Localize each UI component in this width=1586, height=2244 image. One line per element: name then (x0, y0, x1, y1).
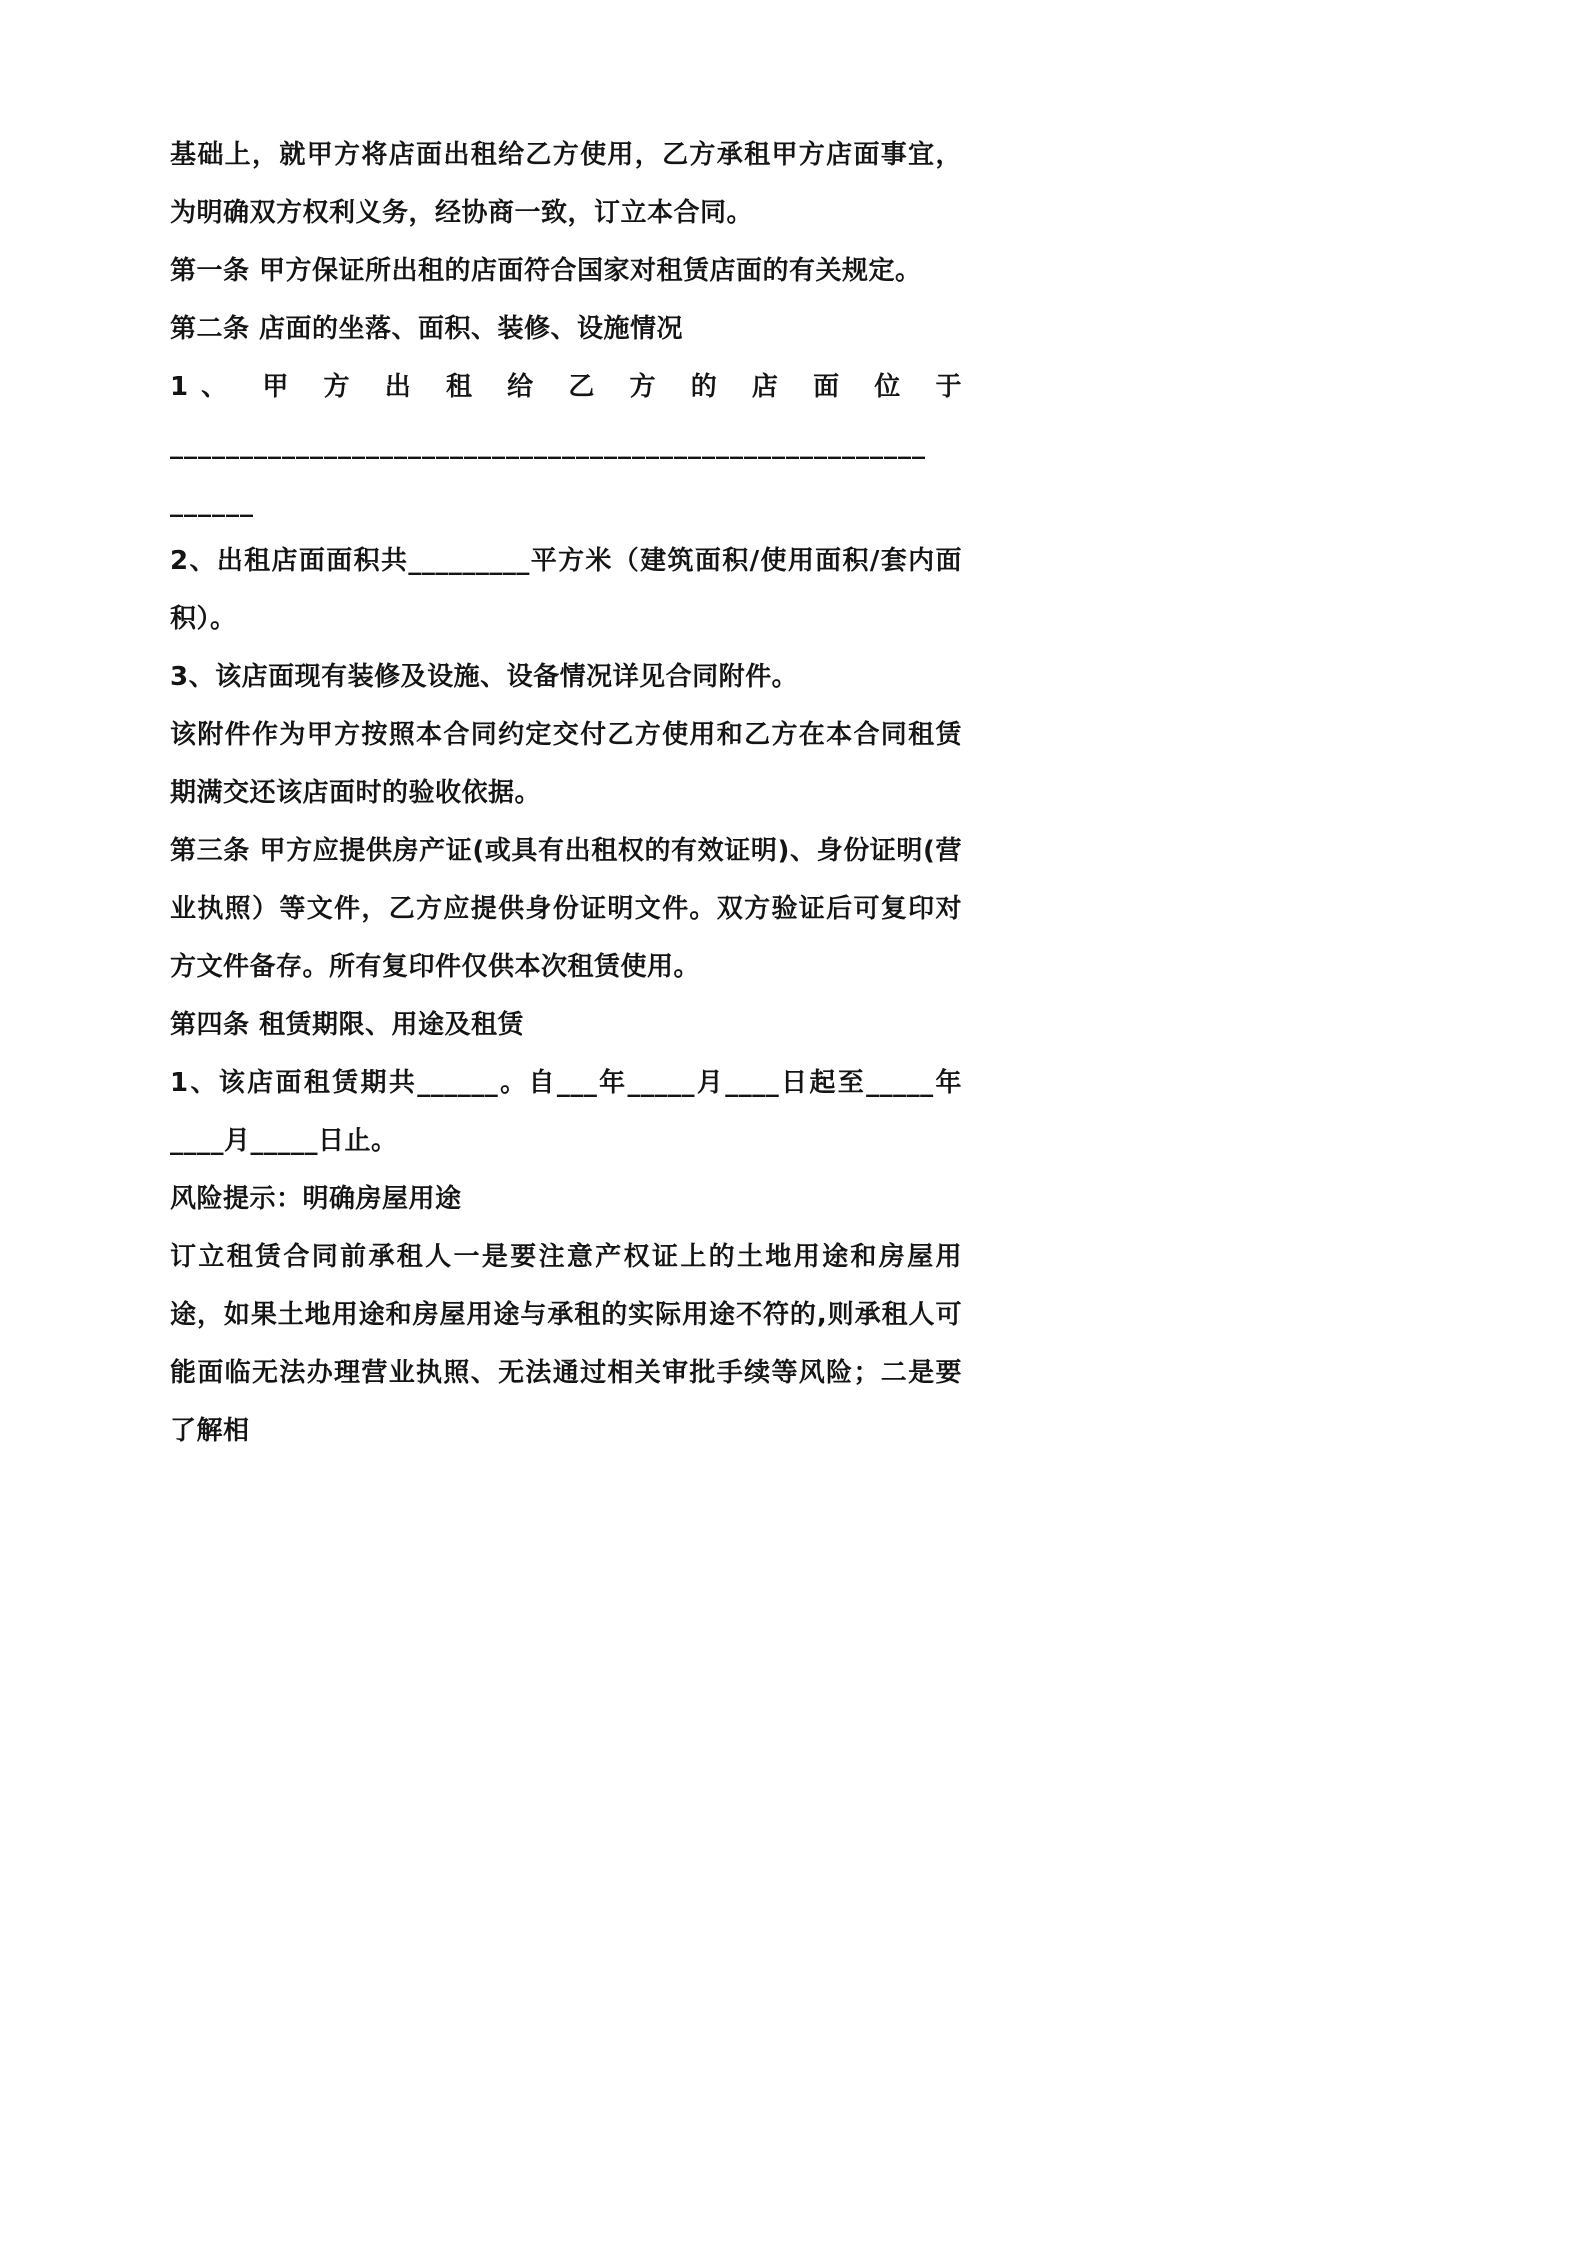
paragraph-clause-2-heading: 第二条 店面的坐落、面积、装修、设施情况 (170, 314, 684, 344)
paragraph-contract-preamble-continued: 基础上，就甲方将店面出租给乙方使用，乙方承租甲方店面事宜，为明确双方权利义务，经协商一致，订立本合同。 (170, 140, 962, 228)
contract-document-page (0, 0, 980, 1460)
paragraph-clause-1: 第一条 甲方保证所出租的店面符合国家对租赁店面的有关规定。 (170, 256, 922, 286)
paragraph-risk-warning-body: 订立租赁合同前承租人一是要注意产权证上的土地用途和房屋用途，如果土地用途和房屋用途与承租的实际用途不符的,则承租人可能面临无法办理营业执照、无法通过相关审批手续等风险；二是要了解相 (170, 1242, 962, 1446)
paragraph-clause-2-attachment-note: 该附件作为甲方按照本合同约定交付乙方使用和乙方在本合同租赁期满交还该店面时的验收依据。 (170, 720, 962, 808)
paragraph-clause-4-heading: 第四条 租赁期限、用途及租赁 (170, 1010, 525, 1040)
blank-fill-line-short: ______ (170, 488, 254, 518)
paragraph-clause-2-item-3-fixtures: 3、该店面现有装修及设施、设备情况详见合同附件。 (170, 662, 799, 692)
paragraph-clause-2-item-2-area: 2、出租店面面积共_________平方米（建筑面积/使用面积/套内面积）。 (170, 546, 962, 634)
paragraph-clause-2-item-1-location: 1、 甲 方 出 租 给 乙 方 的 店 面 位 于 (170, 372, 962, 402)
paragraph-clause-3-documents: 第三条 甲方应提供房产证(或具有出租权的有效证明)、身份证明(营业执照）等文件，乙方应提供身份证明文件。双方验证后可复印对方文件备存。所有复印件仅供本次租赁使用。 (170, 836, 962, 982)
blank-fill-line-long: ______________________________________________________ (170, 430, 926, 460)
paragraph-risk-warning-heading: 风险提示：明确房屋用途 (170, 1184, 462, 1214)
paragraph-clause-4-item-1-term: 1、该店面租赁期共______。自___年_____月____日起至_____年____月_____日止。 (170, 1068, 962, 1156)
